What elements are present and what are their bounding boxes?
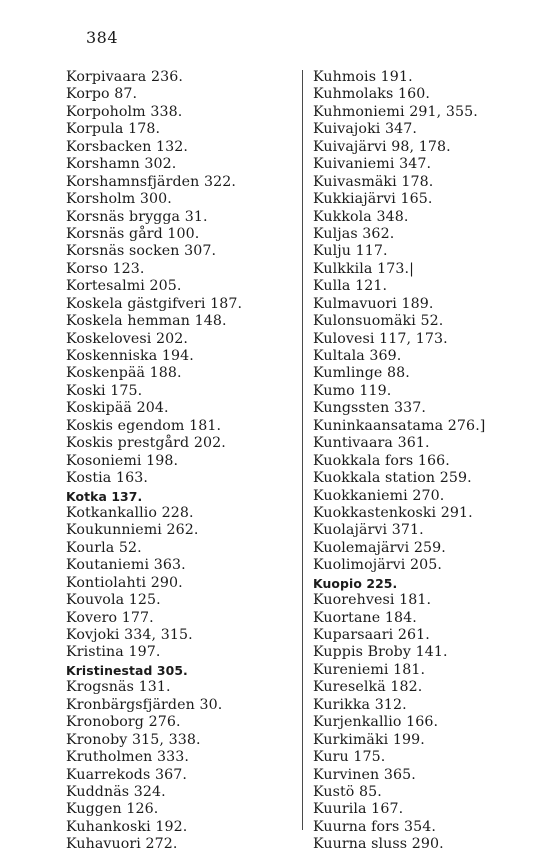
index-entry: Kuurila 167. [313,801,404,818]
index-entry: Kostia 163. [66,470,148,487]
index-entry: Kotkankallio 228. [66,504,194,521]
index-entry: Kulmavuori 189. [313,295,434,312]
index-entry: Kuopio 225. [313,575,398,591]
index-entry: Korshamn 302. [66,156,177,173]
index-entry: Kovjoki 334, 315. [66,627,193,643]
index-entry: Kouvola 125. [66,592,161,609]
index-entry: Kungssten 337. [313,400,426,417]
index-entry: Kuhmoniemi 291, 355. [313,103,478,120]
index-entry: Krogsnäs 131. [66,679,171,696]
index-entry: Kuninkaansatama 276.] [313,417,486,434]
index-entry: Kuhavuori 272. [66,836,178,853]
index-entry: Kuokkala fors 166. [313,452,450,469]
index-entry: Kuparsaari 261. [313,627,430,643]
index-entry: Kuorehvesi 181. [313,592,432,609]
index-entry: Kronoborg 276. [66,714,181,731]
index-entry: Kuortane 184. [313,609,417,626]
index-entry: Korpula 178. [66,121,161,138]
index-entry: Kukkiajärvi 165. [313,191,433,208]
index-entry: Kulovesi 117, 173. [313,330,448,347]
index-entry: Kultala 369. [313,348,402,364]
index-entry: Korsnäs socken 307. [66,243,217,260]
index-entry: Kulju 117. [313,243,388,260]
index-column-right [313,69,485,854]
index-entry: Korpivaara 236. [66,69,183,85]
index-entry: Koutaniemi 363. [66,557,186,574]
index-entry: Korsholm 300. [66,191,172,208]
index-entry: Kuhankoski 192. [66,818,188,835]
index-entry: Kourla 52. [66,539,142,556]
index-entry: Koskela hemman 148. [66,313,227,330]
index-entry: Korpo 87. [66,86,138,103]
index-entry: Kristina 197. [66,644,161,661]
index-entry: Krutholmen 333. [66,749,190,766]
index-entry: Kuivaniemi 347. [313,156,432,173]
index-entry: Kuokkala station 259. [313,470,472,487]
index-entry: Koskis egendom 181. [66,417,222,434]
index-entry: Koukunniemi 262. [66,522,199,539]
index-entry: Kurjenkallio 166. [313,714,439,731]
index-entry: Korsbacken 132. [66,138,189,155]
index-entry: Kurikka 312. [313,696,407,713]
index-entry: Kuhmolaks 160. [313,86,430,103]
index-entry: Korpoholm 338. [66,103,183,120]
index-entry: Kuntivaara 361. [313,435,430,452]
index-entry: Kuokkastenkoski 291. [313,504,473,521]
index-entry: Koskenniska 194. [66,348,194,364]
index-entry: Kulla 121. [313,278,388,295]
index-entry: Kurvinen 365. [313,766,416,783]
index-entry: Kuokkaniemi 270. [313,487,445,504]
index-entry: Kuivajoki 347. [313,121,418,138]
index-entry: Kuolemajärvi 259. [313,539,446,556]
index-entry: Kulkkila 173.| [313,260,414,277]
index-entry: Koskenpää 188. [66,365,182,382]
index-entry: Kronoby 315, 338. [66,731,201,748]
index-entry: Korsnäs brygga 31. [66,208,208,225]
index-entry: Kumlinge 88. [313,365,410,382]
index-entry: Koskelovesi 202. [66,330,189,347]
index-entry: Kukkola 348. [313,208,409,225]
index-entry: Korsnäs gård 100. [66,225,200,242]
index-entry: Kosoniemi 198. [66,452,179,469]
index-entry: Kristinestad 305. [66,662,188,678]
index-entry: Kortesalmi 205. [66,278,182,295]
index-entry: Kureselkä 182. [313,679,423,696]
index-entry: Kuolajärvi 371. [313,522,424,539]
index-entry: Kuru 175. [313,749,386,766]
index-entry: Kuhmois 191. [313,69,413,85]
index-entry: Kuurna sluss 290. [313,836,444,853]
index-entry: Kumo 119. [313,382,392,399]
column-divider [302,70,303,830]
index-entry: Kustö 85. [313,783,382,800]
index-entry: Kulonsuomäki 52. [313,313,444,330]
index-entry: Kuurna fors 354. [313,818,437,835]
index-entry: Kuolimojärvi 205. [313,557,443,574]
index-entry: Korso 123. [66,260,145,277]
index-entry: Kovero 177. [66,609,154,626]
index-entry: Kontiolahti 290. [66,574,183,591]
index-entry: Kurkimäki 199. [313,731,425,748]
index-entry: Kuarrekods 367. [66,766,187,783]
index-entry: Koskipää 204. [66,400,169,417]
index-entry: Koskis prestgård 202. [66,435,226,452]
index-entry: Kuivajärvi 98, 178. [313,138,451,155]
index-entry: Kronbärgsfjärden 30. [66,696,223,713]
index-entry: Kureniemi 181. [313,661,426,678]
index-entry: Koski 175. [66,382,143,399]
index-entry: Kuggen 126. [66,801,159,818]
index-entry: Koskela gästgifveri 187. [66,295,243,312]
index-entry: Korshamnsfjärden 322. [66,173,236,190]
index-entry: Kuddnäs 324. [66,783,166,800]
index-entry: Kuppis Broby 141. [313,644,448,661]
index-entry: Kotka 137. [66,488,143,504]
index-entry: Kuljas 362. [313,225,395,242]
page-number: 384 [86,28,119,47]
index-entry: Kuivasmäki 178. [313,173,434,190]
index-column-left [66,69,242,854]
